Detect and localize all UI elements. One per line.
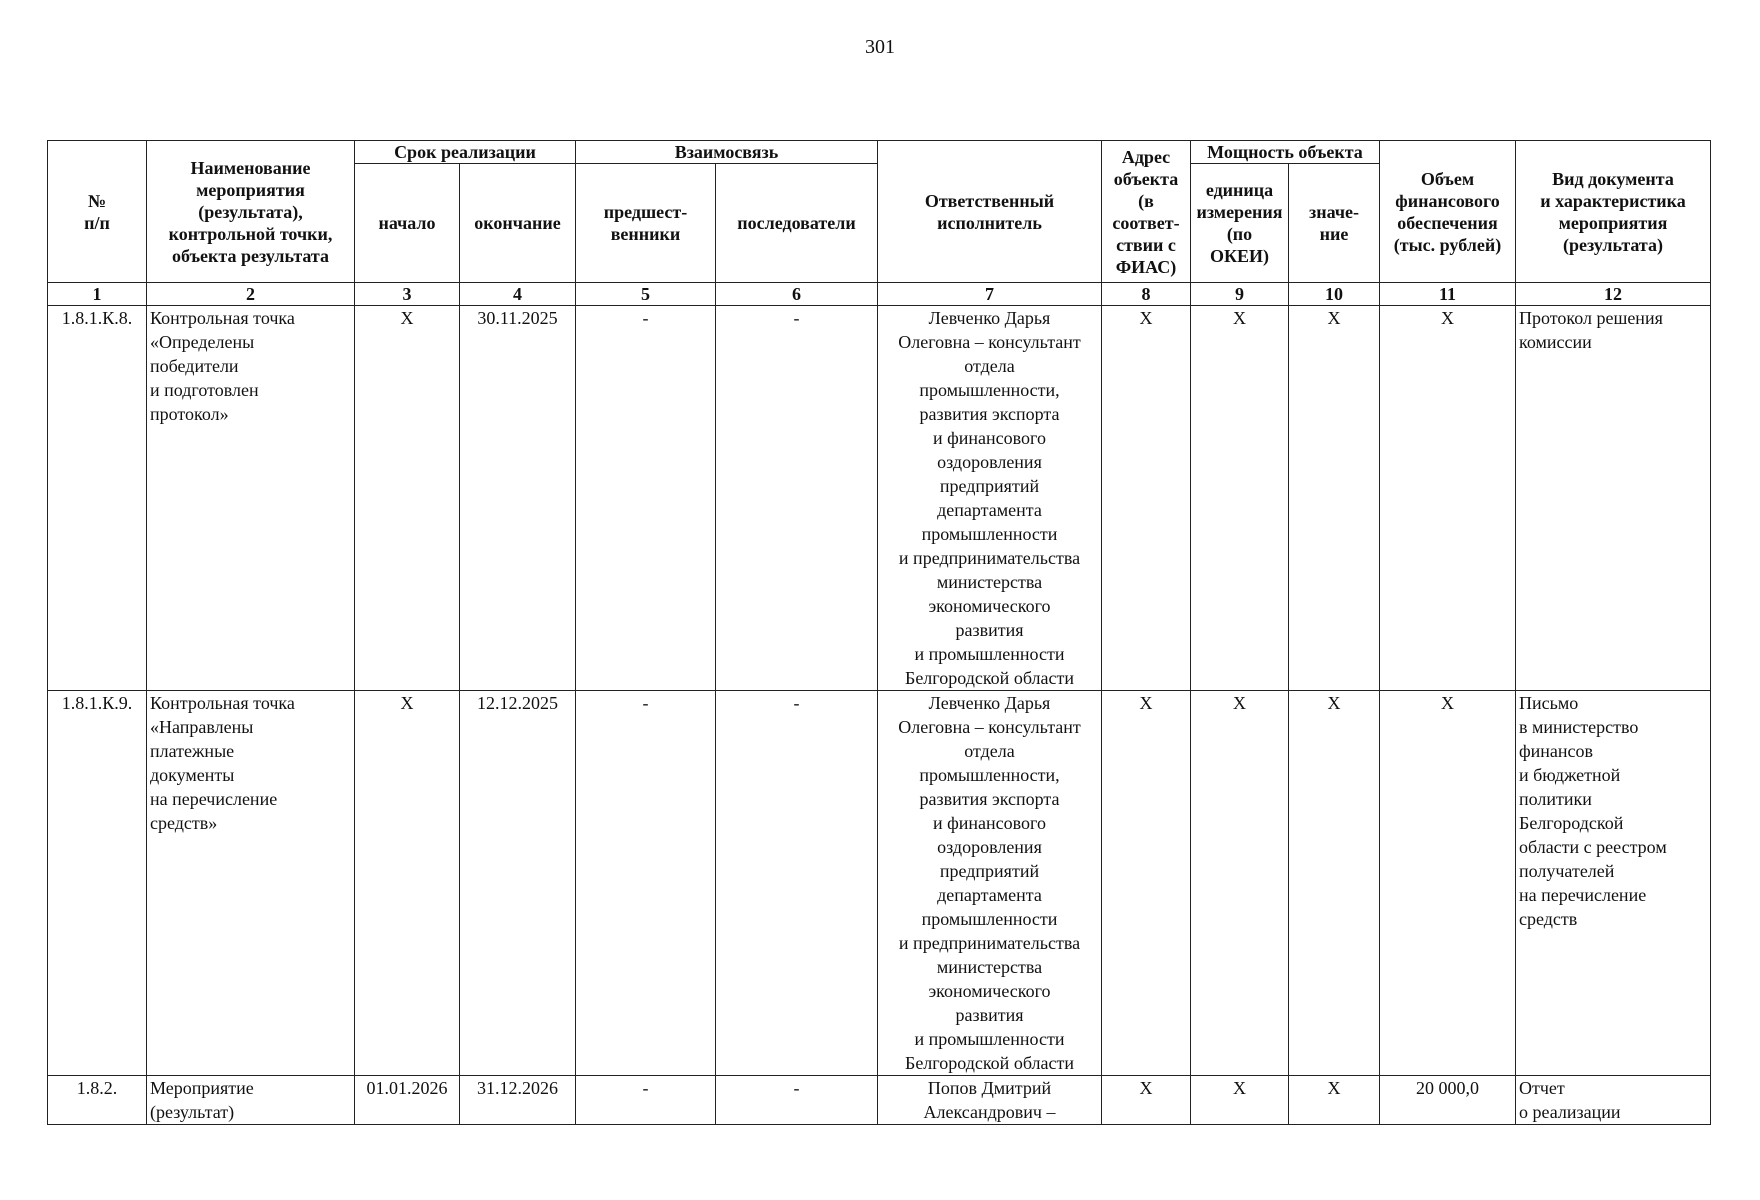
cell-responsible: Попов Дмитрий Александрович – bbox=[878, 1076, 1102, 1125]
header-responsible: Ответственный исполнитель bbox=[878, 141, 1102, 283]
header-cap-value: значе- ние bbox=[1289, 164, 1380, 283]
table-row bbox=[48, 306, 1711, 691]
cell-doc: Отчет о реализации bbox=[1516, 1076, 1711, 1125]
column-number: 12 bbox=[1516, 283, 1711, 306]
cell-doc: Письмо в министерство финансов и бюджетной политики Белгородской области с реестром получателей на перечисление средств bbox=[1516, 691, 1711, 1076]
column-number: 11 bbox=[1380, 283, 1516, 306]
cell-name: Контрольная точка «Направлены платежные документы на перечисление средств» bbox=[147, 691, 355, 1076]
page-number: 301 bbox=[865, 36, 895, 58]
header-address: Адрес объекта (в соответ- ствии с ФИАС) bbox=[1102, 141, 1191, 283]
cell-num: 1.8.1.К.8. bbox=[48, 306, 147, 691]
cell-name: Контрольная точка «Определены победители и подготовлен протокол» bbox=[147, 306, 355, 691]
column-number: 1 bbox=[48, 283, 147, 306]
plan-table bbox=[47, 140, 1711, 1125]
cell-num: 1.8.2. bbox=[48, 1076, 147, 1125]
cell-pred: - bbox=[576, 306, 716, 691]
table-row bbox=[48, 1076, 1711, 1125]
column-number: 7 bbox=[878, 283, 1102, 306]
header-cap-unit: единица измерения (по ОКЕИ) bbox=[1191, 164, 1289, 283]
cell-start: X bbox=[355, 691, 460, 1076]
header-term: Срок реализации bbox=[355, 141, 576, 164]
header-term-end: окончание bbox=[460, 164, 576, 283]
header-term-start: начало bbox=[355, 164, 460, 283]
column-number: 5 bbox=[576, 283, 716, 306]
column-number: 8 bbox=[1102, 283, 1191, 306]
cell-pred: - bbox=[576, 691, 716, 1076]
cell-unit: X bbox=[1191, 691, 1289, 1076]
cell-name: Мероприятие (результат) bbox=[147, 1076, 355, 1125]
cell-succ: - bbox=[716, 306, 878, 691]
header-finance: Объем финансового обеспечения (тыс. рублей) bbox=[1380, 141, 1516, 283]
cell-succ: - bbox=[716, 1076, 878, 1125]
cell-value: X bbox=[1289, 306, 1380, 691]
cell-end: 30.11.2025 bbox=[460, 306, 576, 691]
cell-succ: - bbox=[716, 691, 878, 1076]
column-number: 6 bbox=[716, 283, 878, 306]
cell-end: 31.12.2026 bbox=[460, 1076, 576, 1125]
cell-finance: X bbox=[1380, 691, 1516, 1076]
header-capacity: Мощность объекта bbox=[1191, 141, 1380, 164]
cell-start: X bbox=[355, 306, 460, 691]
cell-responsible: Левченко Дарья Олеговна – консультант отдела промышленности, развития экспорта и финансового оздоровления предприятий департамента промышленности и предпринимательства министерства экономического развития и промышленности Белгородской области bbox=[878, 306, 1102, 691]
column-number: 9 bbox=[1191, 283, 1289, 306]
cell-num: 1.8.1.К.9. bbox=[48, 691, 147, 1076]
table-row bbox=[48, 691, 1711, 1076]
cell-unit: X bbox=[1191, 306, 1289, 691]
cell-pred: - bbox=[576, 1076, 716, 1125]
cell-finance: X bbox=[1380, 306, 1516, 691]
header-link-pred: предшест- венники bbox=[576, 164, 716, 283]
column-number-row bbox=[48, 283, 1711, 306]
column-number: 10 bbox=[1289, 283, 1380, 306]
cell-responsible: Левченко Дарья Олеговна – консультант отдела промышленности, развития экспорта и финансового оздоровления предприятий департамента промышленности и предпринимательства министерства экономического развития и промышленности Белгородской области bbox=[878, 691, 1102, 1076]
cell-address: X bbox=[1102, 691, 1191, 1076]
cell-address: X bbox=[1102, 1076, 1191, 1125]
header-link-succ: последователи bbox=[716, 164, 878, 283]
header-num: № п/п bbox=[48, 141, 147, 283]
header-name: Наименование мероприятия (результата), контрольной точки, объекта результата bbox=[147, 141, 355, 283]
column-number: 3 bbox=[355, 283, 460, 306]
cell-start: 01.01.2026 bbox=[355, 1076, 460, 1125]
cell-unit: X bbox=[1191, 1076, 1289, 1125]
cell-value: X bbox=[1289, 1076, 1380, 1125]
cell-finance: 20 000,0 bbox=[1380, 1076, 1516, 1125]
column-number: 4 bbox=[460, 283, 576, 306]
cell-value: X bbox=[1289, 691, 1380, 1076]
header-row-top bbox=[48, 141, 1711, 164]
column-number: 2 bbox=[147, 283, 355, 306]
cell-address: X bbox=[1102, 306, 1191, 691]
cell-doc: Протокол решения комиссии bbox=[1516, 306, 1711, 691]
header-doc: Вид документа и характеристика мероприятия (результата) bbox=[1516, 141, 1711, 283]
header-link: Взаимосвязь bbox=[576, 141, 878, 164]
cell-end: 12.12.2025 bbox=[460, 691, 576, 1076]
